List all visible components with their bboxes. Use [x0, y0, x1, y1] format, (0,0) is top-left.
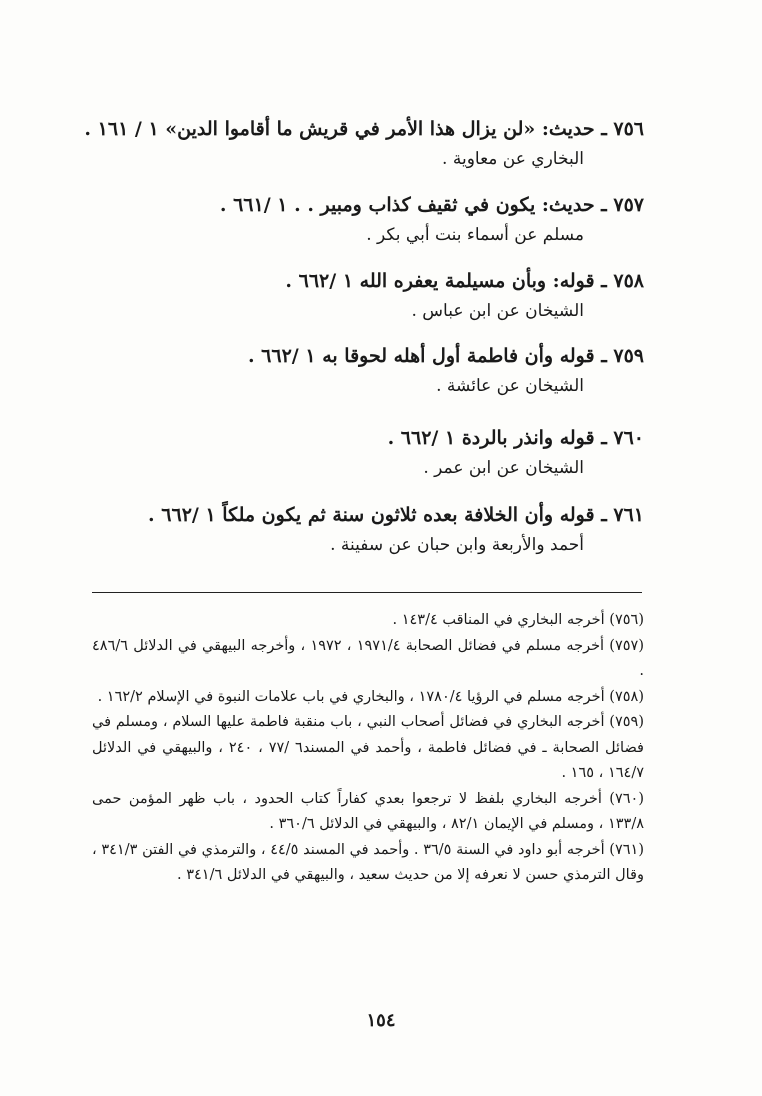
- entry-source: الشيخان عن عائشة .: [436, 376, 584, 396]
- footnotes-section: [92, 608, 644, 889]
- footnote-758: (٧٥٨) أخرجه مسلم في الرؤيا ١٧٨٠/٤ ، والبخاري في باب علامات النبوة في الإسلام ١٦٢/٢ .: [97, 688, 644, 705]
- entry-heading: ٧٥٨ ـ قوله: وبأن مسيلمة يعفره الله ١ /٦٦٢ .: [285, 270, 644, 292]
- footnote-760: (٧٦٠) أخرجه البخاري بلفظ لا ترجعوا بعدي كفاراً كتاب الحدود ، باب ظهر المؤمن حمى ١٣٣/٨ ، ومسلم في الإيمان ٨٢/١ ، والبيهقي في الدلائل ٣٦٠/٦ .: [92, 790, 644, 832]
- footnote-761: (٧٦١) أخرجه أبو داود في السنة ٣٦/٥ . وأحمد في المسند ٤٤/٥ ، والترمذي في الفتن ٣٤١/٣ ، وقال الترمذي حسن لا نعرفه إلا من حديث سعيد ، والبيهقي في الدلائل ٣٤١/٦ .: [92, 841, 644, 883]
- entry-source: أحمد والأربعة وابن حبان عن سفينة .: [330, 535, 584, 555]
- entry-heading: ٧٦١ ـ قوله وأن الخلافة بعده ثلاثون سنة ثم يكون ملكاً ١ /٦٦٢ .: [148, 504, 644, 526]
- footnote-756: (٧٥٦) أخرجه البخاري في المناقب ١٤٣/٤ .: [392, 612, 644, 628]
- footnote-divider: [92, 592, 642, 593]
- entry-heading: ٧٦٠ ـ قوله وانذر بالردة ١ /٦٦٢ .: [387, 427, 644, 449]
- entry-759: [90, 341, 644, 401]
- entry-757: [90, 190, 644, 250]
- entry-source: الشيخان عن ابن عمر .: [423, 458, 584, 478]
- footnote-757: (٧٥٧) أخرجه مسلم في فضائل الصحابة ١٩٧١/٤ ، ١٩٧٢ ، وأخرجه البيهقي في الدلائل ٤٨٦/٦ .: [92, 637, 645, 679]
- footnote-759: (٧٥٩) أخرجه البخاري في فضائل أصحاب النبي ، باب منقبة فاطمة عليها السلام ، ومسلم في فضائل الصحابة ـ في فضائل فاطمة ، وأحمد في المسند٦ /٧٧ ، ٢٤٠ ، والبيهقي في الدلائل ١٦٤/٧ ، ١٦٥ .: [92, 714, 644, 781]
- entry-source: الشيخان عن ابن عباس .: [411, 301, 584, 321]
- entry-source: مسلم عن أسماء بنت أبي بكر .: [366, 225, 584, 245]
- entry-heading: ٧٥٧ ـ حديث: يكون في ثقيف كذاب ومبير . . ١ /٦٦١ .: [219, 194, 644, 216]
- entry-source: البخاري عن معاوية .: [442, 149, 584, 169]
- entry-758: [90, 266, 644, 326]
- entry-heading: ٧٥٦ ـ حديث: «لن يزال هذا الأمر في قريش ما أقاموا الدين» ١ / ١٦١ .: [84, 118, 644, 140]
- entry-heading: ٧٥٩ ـ قوله وأن فاطمة أول أهله لحوقا به ١ /٦٦٢ .: [247, 345, 644, 367]
- page-number: ١٥٤: [366, 1010, 396, 1031]
- entry-761: [90, 500, 644, 560]
- entry-756: [84, 114, 644, 174]
- entry-760: [90, 423, 644, 483]
